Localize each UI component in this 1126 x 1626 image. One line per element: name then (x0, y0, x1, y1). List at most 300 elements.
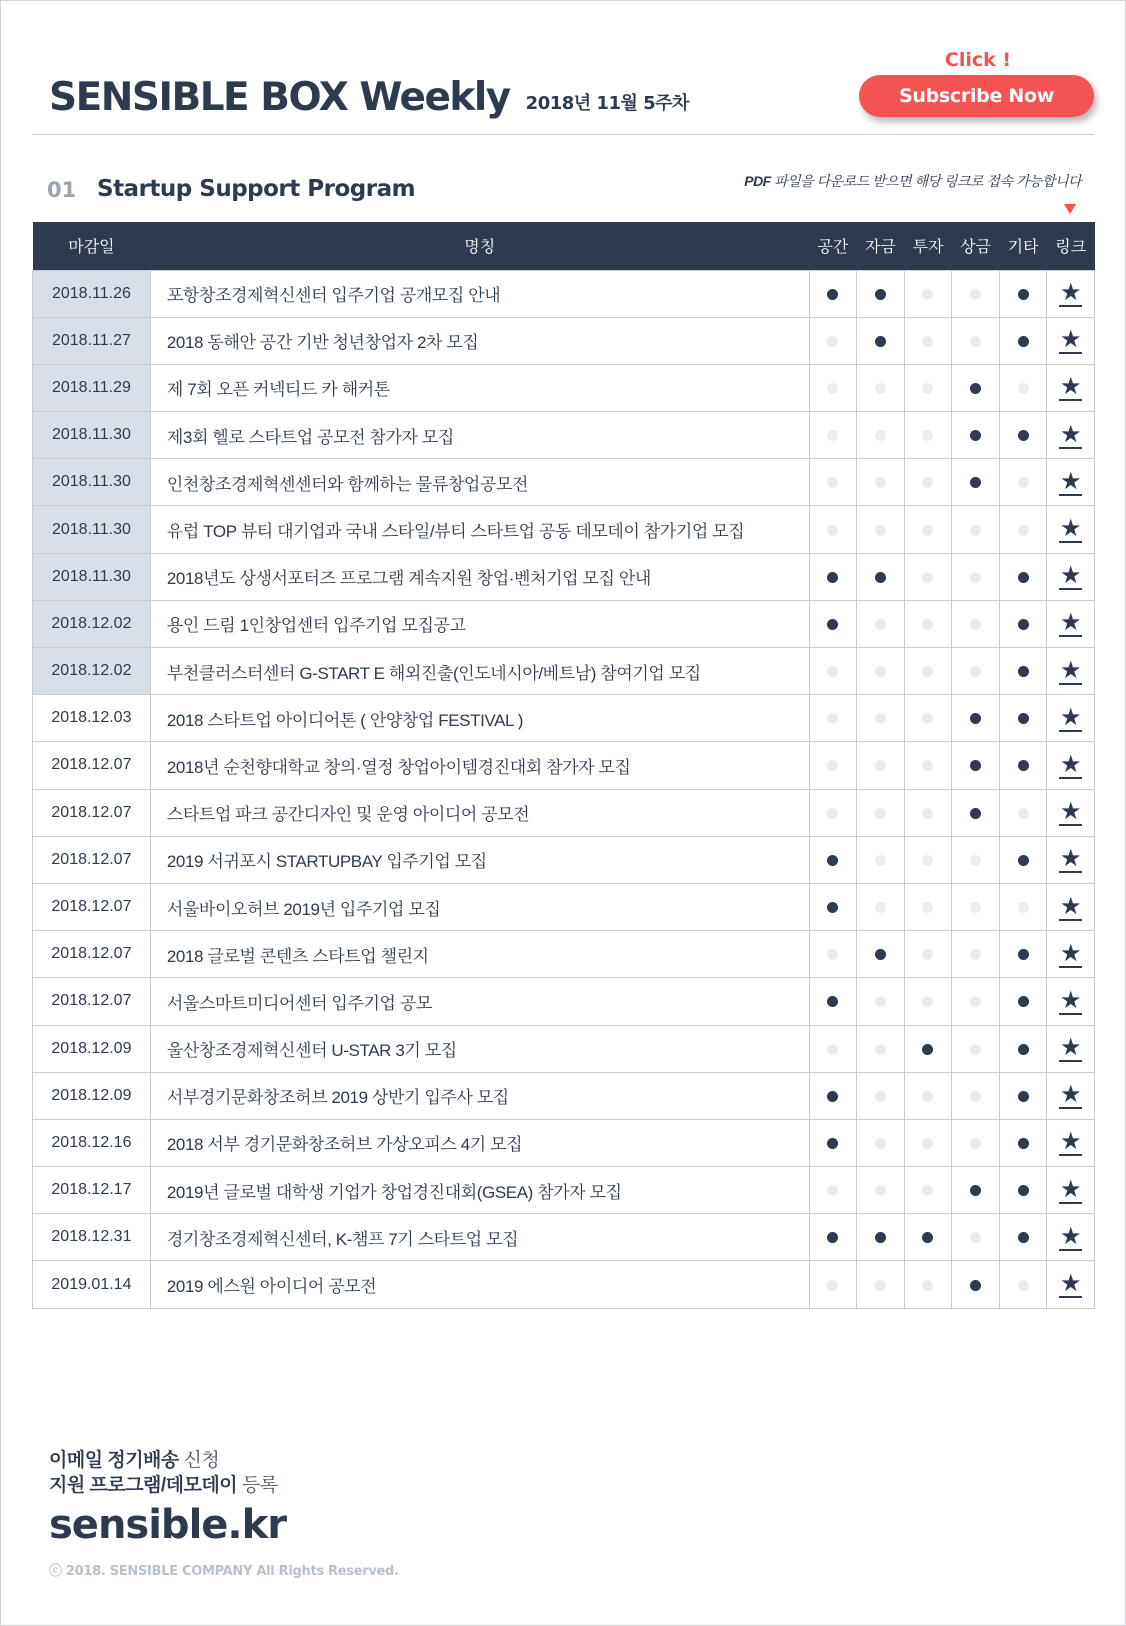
other-cell (999, 1261, 1047, 1308)
copyright: ⓒ 2018. SENSIBLE COMPANY All Rights Reserved. (49, 1564, 399, 1579)
investment-cell (904, 1261, 952, 1308)
filled-dot-icon (1018, 1044, 1029, 1055)
empty-dot-icon (875, 808, 886, 819)
prize-cell (952, 459, 1000, 506)
table-row (33, 1025, 1095, 1072)
link-cell (1047, 836, 1095, 883)
empty-dot-icon (875, 525, 886, 536)
table-row (33, 742, 1095, 789)
other-cell (999, 317, 1047, 364)
link-cell (1047, 931, 1095, 978)
empty-dot-icon (970, 1232, 981, 1243)
filled-dot-icon (1018, 430, 1029, 441)
star-link-icon[interactable]: ★ (1059, 1221, 1082, 1250)
space-cell (809, 742, 857, 789)
filled-dot-icon (1018, 713, 1029, 724)
empty-dot-icon (922, 666, 933, 677)
pdf-note (701, 171, 1081, 191)
prize-cell (952, 1072, 1000, 1119)
program-name-cell: 2019 에스원 아이디어 공모전 (150, 1261, 809, 1308)
site-link[interactable]: sensible.kr (49, 1502, 286, 1548)
empty-dot-icon (875, 666, 886, 677)
empty-dot-icon (922, 572, 933, 583)
link-cell (1047, 648, 1095, 695)
empty-dot-icon (1018, 902, 1029, 913)
deadline-cell: 2018.12.07 (33, 742, 151, 789)
investment-cell (904, 1167, 952, 1214)
down-arrow-icon (1064, 204, 1076, 214)
prize-cell (952, 506, 1000, 553)
email-subscribe-light: 신청 (178, 1450, 220, 1471)
funding-cell (857, 506, 905, 553)
other-cell (999, 459, 1047, 506)
brand-title: SENSIBLE BOX Weekly (49, 75, 510, 120)
space-cell (809, 270, 857, 317)
empty-dot-icon (1018, 808, 1029, 819)
empty-dot-icon (875, 902, 886, 913)
deadline-cell: 2018.12.09 (33, 1025, 151, 1072)
investment-cell (904, 506, 952, 553)
filled-dot-icon (970, 760, 981, 771)
link-cell (1047, 1261, 1095, 1308)
other-cell (999, 931, 1047, 978)
table-row (33, 412, 1095, 459)
space-cell (809, 1119, 857, 1166)
empty-dot-icon (970, 1091, 981, 1102)
filled-dot-icon (1018, 996, 1029, 1007)
empty-dot-icon (922, 949, 933, 960)
prize-cell (952, 648, 1000, 695)
link-cell (1047, 506, 1095, 553)
other-cell (999, 836, 1047, 883)
empty-dot-icon (922, 996, 933, 1007)
filled-dot-icon (970, 713, 981, 724)
empty-dot-icon (970, 572, 981, 583)
prize-cell (952, 1261, 1000, 1308)
empty-dot-icon (827, 525, 838, 536)
link-cell (1047, 883, 1095, 930)
star-link-icon[interactable]: ★ (1059, 561, 1082, 590)
deadline-cell: 2018.12.07 (33, 789, 151, 836)
star-link-icon[interactable]: ★ (1059, 1269, 1082, 1298)
other-cell (999, 978, 1047, 1025)
empty-dot-icon (875, 619, 886, 630)
empty-dot-icon (922, 808, 933, 819)
investment-cell (904, 459, 952, 506)
funding-cell (857, 1261, 905, 1308)
empty-dot-icon (922, 1185, 933, 1196)
program-name-cell: 부천클러스터센터 G-START E 해외진출(인도네시아/베트남) 참여기업 모집 (150, 648, 809, 695)
empty-dot-icon (827, 666, 838, 677)
filled-dot-icon (827, 289, 838, 300)
filled-dot-icon (1018, 1138, 1029, 1149)
deadline-cell: 2018.11.29 (33, 364, 151, 411)
program-name-cell: 서부경기문화창조허브 2019 상반기 입주사 모집 (150, 1072, 809, 1119)
subscribe-button[interactable]: Subscribe Now (859, 75, 1094, 117)
filled-dot-icon (1018, 619, 1029, 630)
program-name-cell: 유럽 TOP 뷰티 대기업과 국내 스타일/뷰티 스타트업 공동 데모데이 참가기업 모집 (150, 506, 809, 553)
empty-dot-icon (827, 477, 838, 488)
funding-cell (857, 883, 905, 930)
funding-cell (857, 836, 905, 883)
deadline-cell: 2018.11.30 (33, 459, 151, 506)
program-name-cell: 용인 드림 1인창업센터 입주기업 모집공고 (150, 600, 809, 647)
filled-dot-icon (875, 336, 886, 347)
empty-dot-icon (827, 808, 838, 819)
deadline-cell: 2018.11.30 (33, 506, 151, 553)
link-cell (1047, 1025, 1095, 1072)
empty-dot-icon (1018, 525, 1029, 536)
empty-dot-icon (922, 525, 933, 536)
link-cell (1047, 1119, 1095, 1166)
empty-dot-icon (922, 1091, 933, 1102)
funding-cell (857, 789, 905, 836)
space-cell (809, 883, 857, 930)
deadline-cell: 2018.12.07 (33, 931, 151, 978)
other-cell (999, 600, 1047, 647)
funding-cell (857, 648, 905, 695)
space-cell (809, 931, 857, 978)
empty-dot-icon (875, 1044, 886, 1055)
space-cell (809, 553, 857, 600)
filled-dot-icon (1018, 666, 1029, 677)
column-header-deadline: 마감일 (68, 239, 115, 257)
space-cell (809, 364, 857, 411)
empty-dot-icon (827, 1280, 838, 1291)
deadline-cell: 2018.12.02 (33, 648, 151, 695)
filled-dot-icon (1018, 1091, 1029, 1102)
column-header-other: 기타 (1007, 239, 1039, 257)
funding-cell (857, 1167, 905, 1214)
program-table (32, 222, 1095, 1309)
program-name-cell: 제 7회 오픈 커넥티드 카 해커톤 (150, 364, 809, 411)
star-link-icon[interactable]: ★ (1059, 278, 1082, 307)
deadline-cell: 2018.12.07 (33, 836, 151, 883)
star-link-icon[interactable]: ★ (1059, 938, 1082, 967)
empty-dot-icon (970, 336, 981, 347)
filled-dot-icon (970, 430, 981, 441)
deadline-cell: 2018.12.09 (33, 1072, 151, 1119)
program-name-cell: 제3회 헬로 스타트업 공모전 참가자 모집 (150, 412, 809, 459)
funding-cell (857, 1072, 905, 1119)
filled-dot-icon (1018, 1185, 1029, 1196)
filled-dot-icon (827, 902, 838, 913)
link-cell (1047, 1072, 1095, 1119)
program-name-cell: 2018년 순천향대학교 창의·열정 창업아이템경진대회 참가자 모집 (150, 742, 809, 789)
empty-dot-icon (922, 383, 933, 394)
empty-dot-icon (922, 1138, 933, 1149)
empty-dot-icon (875, 1091, 886, 1102)
empty-dot-icon (827, 760, 838, 771)
table-row (33, 364, 1095, 411)
space-cell (809, 1167, 857, 1214)
empty-dot-icon (875, 855, 886, 866)
deadline-cell: 2018.11.30 (33, 412, 151, 459)
space-cell (809, 1214, 857, 1261)
star-link-icon[interactable]: ★ (1059, 1174, 1082, 1203)
prize-cell (952, 364, 1000, 411)
empty-dot-icon (875, 760, 886, 771)
table-row (33, 648, 1095, 695)
space-cell (809, 978, 857, 1025)
table-row (33, 836, 1095, 883)
filled-dot-icon (1018, 855, 1029, 866)
column-header-space: 공간 (817, 239, 849, 257)
empty-dot-icon (922, 855, 933, 866)
filled-dot-icon (1018, 572, 1029, 583)
star-link-icon[interactable]: ★ (1059, 419, 1082, 448)
investment-cell (904, 364, 952, 411)
program-name-cell: 2018 서부 경기문화창조허브 가상오피스 4기 모집 (150, 1119, 809, 1166)
prize-cell (952, 695, 1000, 742)
other-cell (999, 1072, 1047, 1119)
deadline-cell: 2018.11.27 (33, 317, 151, 364)
other-cell (999, 1119, 1047, 1166)
empty-dot-icon (922, 1280, 933, 1291)
prize-cell (952, 742, 1000, 789)
empty-dot-icon (1018, 383, 1029, 394)
star-link-icon[interactable]: ★ (1059, 844, 1082, 873)
space-cell (809, 648, 857, 695)
star-link-icon[interactable]: ★ (1059, 372, 1082, 401)
investment-cell (904, 1072, 952, 1119)
table-row (33, 931, 1095, 978)
program-name-cell: 2018 동해안 공간 기반 청년창업자 2차 모집 (150, 317, 809, 364)
other-cell (999, 1025, 1047, 1072)
space-cell (809, 1261, 857, 1308)
email-subscribe-bold: 이메일 정기배송 (49, 1450, 179, 1471)
investment-cell (904, 553, 952, 600)
empty-dot-icon (922, 336, 933, 347)
prize-cell (952, 553, 1000, 600)
other-cell (999, 270, 1047, 317)
table-row (33, 883, 1095, 930)
empty-dot-icon (922, 713, 933, 724)
table-row (33, 1072, 1095, 1119)
link-cell (1047, 317, 1095, 364)
investment-cell (904, 836, 952, 883)
empty-dot-icon (970, 855, 981, 866)
filled-dot-icon (1018, 949, 1029, 960)
link-cell (1047, 789, 1095, 836)
prize-cell (952, 978, 1000, 1025)
empty-dot-icon (970, 1044, 981, 1055)
empty-dot-icon (970, 1138, 981, 1149)
prize-cell (952, 836, 1000, 883)
filled-dot-icon (827, 855, 838, 866)
header (49, 67, 689, 120)
filled-dot-icon (827, 1232, 838, 1243)
prize-cell (952, 1119, 1000, 1166)
header-divider (32, 134, 1094, 135)
investment-cell (904, 742, 952, 789)
space-cell (809, 412, 857, 459)
program-name-cell: 2018년도 상생서포터즈 프로그램 계속지원 창업·벤처기업 모집 안내 (150, 553, 809, 600)
filled-dot-icon (875, 949, 886, 960)
deadline-cell: 2018.11.30 (33, 553, 151, 600)
filled-dot-icon (922, 1232, 933, 1243)
space-cell (809, 506, 857, 553)
funding-cell (857, 1119, 905, 1166)
empty-dot-icon (875, 383, 886, 394)
prize-cell (952, 931, 1000, 978)
filled-dot-icon (875, 1232, 886, 1243)
table-header-row (33, 222, 1095, 270)
program-register-line[interactable] (49, 1473, 399, 1498)
program-name-cell: 울산창조경제혁신센터 U-STAR 3기 모집 (150, 1025, 809, 1072)
column-header-name: 명칭 (464, 239, 496, 257)
empty-dot-icon (875, 1138, 886, 1149)
star-link-icon[interactable]: ★ (1059, 608, 1082, 637)
star-link-icon[interactable]: ★ (1059, 466, 1082, 495)
investment-cell (904, 883, 952, 930)
deadline-cell: 2018.12.31 (33, 1214, 151, 1261)
investment-cell (904, 695, 952, 742)
empty-dot-icon (922, 760, 933, 771)
column-header-prize: 상금 (960, 239, 991, 257)
space-cell (809, 695, 857, 742)
funding-cell (857, 1025, 905, 1072)
empty-dot-icon (875, 713, 886, 724)
star-link-icon[interactable]: ★ (1059, 1127, 1082, 1156)
empty-dot-icon (970, 619, 981, 630)
investment-cell (904, 317, 952, 364)
table-row (33, 600, 1095, 647)
filled-dot-icon (970, 383, 981, 394)
empty-dot-icon (875, 1280, 886, 1291)
empty-dot-icon (875, 477, 886, 488)
other-cell (999, 1167, 1047, 1214)
empty-dot-icon (827, 383, 838, 394)
filled-dot-icon (1018, 1232, 1029, 1243)
investment-cell (904, 270, 952, 317)
link-cell (1047, 553, 1095, 600)
table-row (33, 1261, 1095, 1308)
program-name-cell: 2018 글로벌 콘텐츠 스타트업 챌린지 (150, 931, 809, 978)
empty-dot-icon (970, 666, 981, 677)
table-row (33, 978, 1095, 1025)
issue-label: 2018년 11월 5주차 (525, 93, 689, 114)
link-cell (1047, 1214, 1095, 1261)
column-header-investment: 투자 (912, 239, 944, 257)
star-link-icon[interactable]: ★ (1059, 1080, 1082, 1109)
prize-cell (952, 883, 1000, 930)
other-cell (999, 695, 1047, 742)
funding-cell (857, 931, 905, 978)
prize-cell (952, 789, 1000, 836)
investment-cell (904, 931, 952, 978)
table-row (33, 1214, 1095, 1261)
prize-cell (952, 1167, 1000, 1214)
filled-dot-icon (970, 1280, 981, 1291)
deadline-cell: 2018.12.03 (33, 695, 151, 742)
other-cell (999, 742, 1047, 789)
table-row (33, 1167, 1095, 1214)
filled-dot-icon (827, 572, 838, 583)
deadline-cell: 2018.12.17 (33, 1167, 151, 1214)
star-link-icon[interactable]: ★ (1059, 797, 1082, 826)
star-link-icon[interactable]: ★ (1059, 655, 1082, 684)
filled-dot-icon (827, 996, 838, 1007)
link-cell (1047, 600, 1095, 647)
prize-cell (952, 1025, 1000, 1072)
empty-dot-icon (875, 996, 886, 1007)
star-link-icon[interactable]: ★ (1059, 749, 1082, 778)
filled-dot-icon (1018, 760, 1029, 771)
empty-dot-icon (922, 902, 933, 913)
filled-dot-icon (922, 1044, 933, 1055)
star-link-icon[interactable]: ★ (1059, 1033, 1082, 1062)
investment-cell (904, 648, 952, 695)
investment-cell (904, 978, 952, 1025)
program-name-cell: 스타트업 파크 공간디자인 및 운영 아이디어 공모전 (150, 789, 809, 836)
program-name-cell: 포항창조경제혁신센터 입주기업 공개모집 안내 (150, 270, 809, 317)
filled-dot-icon (875, 289, 886, 300)
star-link-icon[interactable]: ★ (1059, 985, 1082, 1014)
footer (49, 1448, 399, 1579)
filled-dot-icon (827, 1091, 838, 1102)
click-label: Click ! (944, 49, 1012, 71)
space-cell (809, 1025, 857, 1072)
other-cell (999, 883, 1047, 930)
link-cell (1047, 459, 1095, 506)
program-name-cell: 2019 서귀포시 STARTUPBAY 입주기업 모집 (150, 836, 809, 883)
other-cell (999, 364, 1047, 411)
program-name-cell: 서울바이오허브 2019년 입주기업 모집 (150, 883, 809, 930)
column-header-link: 링크 (1055, 239, 1087, 257)
empty-dot-icon (827, 1044, 838, 1055)
funding-cell (857, 364, 905, 411)
filled-dot-icon (827, 1138, 838, 1149)
table-row (33, 270, 1095, 317)
pdf-note-text: 파일을 다운로드 받으면 해당 링크로 접속 가능합니다 (770, 173, 1081, 189)
star-link-icon[interactable]: ★ (1059, 702, 1082, 731)
filled-dot-icon (970, 1185, 981, 1196)
star-link-icon[interactable]: ★ (1059, 891, 1082, 920)
link-cell (1047, 412, 1095, 459)
column-header-funding: 자금 (864, 239, 896, 257)
pdf-note-bold: PDF (744, 173, 771, 189)
prize-cell (952, 270, 1000, 317)
funding-cell (857, 270, 905, 317)
table-row (33, 317, 1095, 364)
empty-dot-icon (827, 430, 838, 441)
link-cell (1047, 978, 1095, 1025)
empty-dot-icon (970, 902, 981, 913)
filled-dot-icon (970, 808, 981, 819)
link-cell (1047, 270, 1095, 317)
empty-dot-icon (827, 336, 838, 347)
funding-cell (857, 978, 905, 1025)
empty-dot-icon (875, 1185, 886, 1196)
empty-dot-icon (922, 289, 933, 300)
email-subscribe-line[interactable] (49, 1448, 399, 1473)
star-link-icon[interactable]: ★ (1059, 325, 1082, 354)
star-link-icon[interactable]: ★ (1059, 514, 1082, 543)
funding-cell (857, 742, 905, 789)
program-register-light: 등록 (237, 1475, 278, 1496)
other-cell (999, 648, 1047, 695)
space-cell (809, 1072, 857, 1119)
other-cell (999, 412, 1047, 459)
investment-cell (904, 1214, 952, 1261)
empty-dot-icon (1018, 477, 1029, 488)
deadline-cell: 2018.11.26 (33, 270, 151, 317)
link-cell (1047, 742, 1095, 789)
investment-cell (904, 412, 952, 459)
program-register-bold: 지원 프로그램/데모데이 (49, 1475, 238, 1496)
table-row (33, 459, 1095, 506)
